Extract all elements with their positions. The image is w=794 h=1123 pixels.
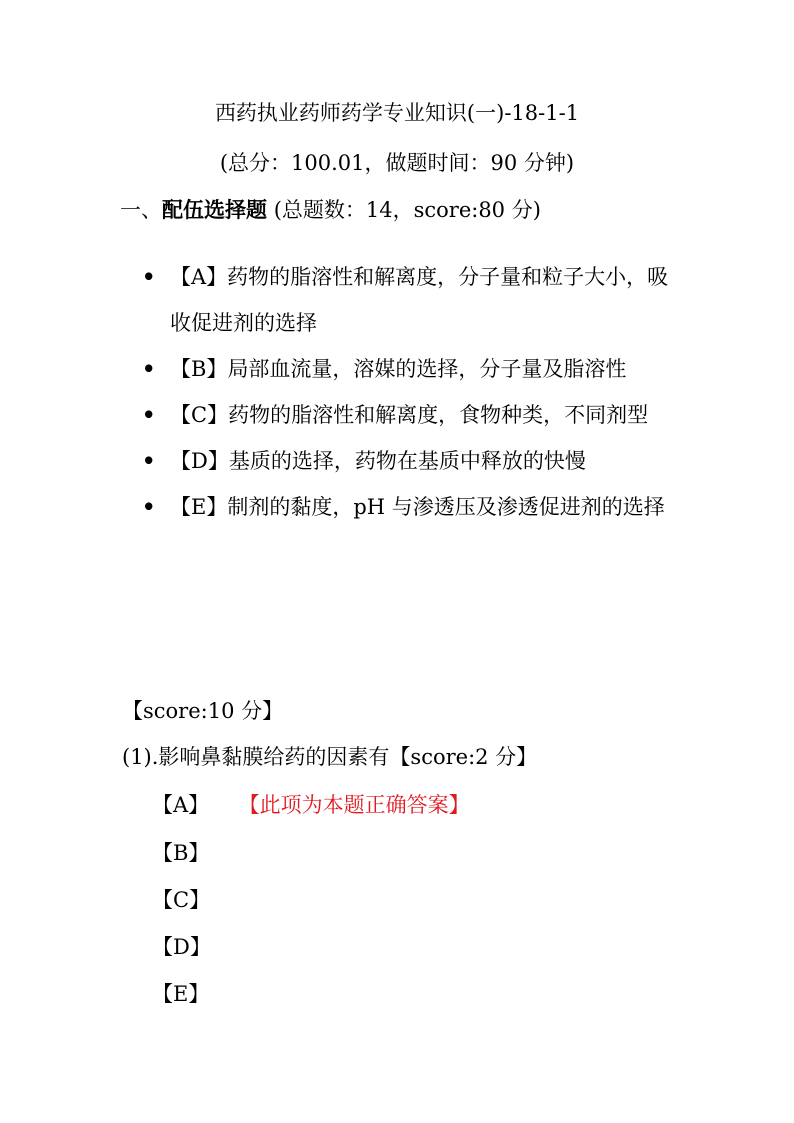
answer-label: 【E】 (152, 982, 210, 1006)
bullet-icon: • (142, 356, 156, 381)
document-title: 西药执业药师药学专业知识(一)-18-1-1 (214, 101, 580, 125)
bullet-icon: • (142, 494, 156, 519)
option-label: 【C】 (170, 403, 229, 427)
option-text: 药物的脂溶性和解离度，分子量和粒子大小，吸收促进剂的选择 (170, 265, 669, 335)
bullet-icon: • (142, 448, 156, 473)
option-item (140, 346, 680, 392)
answer-option (152, 837, 209, 867)
section-name: 配伍选择题 (162, 197, 267, 222)
answer-option (152, 978, 209, 1008)
answer-label: 【B】 (152, 841, 210, 865)
option-text: 基质的选择，药物在基质中释放的快慢 (228, 449, 586, 473)
answer-option (152, 931, 211, 961)
answer-label: 【D】 (152, 935, 211, 959)
answer-option (152, 884, 210, 914)
option-item (140, 484, 680, 530)
bullet-icon: • (142, 264, 156, 289)
section-number: 一、 (120, 198, 162, 222)
option-label: 【A】 (170, 265, 228, 289)
section-info: (总题数：14，score:80 分) (273, 198, 541, 222)
option-label: 【B】 (170, 357, 228, 381)
option-label: 【D】 (170, 449, 229, 473)
answer-option (152, 789, 470, 819)
option-text: 药物的脂溶性和解离度，食物种类，不同剂型 (228, 403, 649, 427)
option-label: 【E】 (170, 495, 228, 519)
option-item (140, 254, 680, 346)
answer-label: 【C】 (152, 888, 211, 912)
option-item (140, 438, 680, 484)
option-text: 局部血流量，溶媒的选择，分子量及脂溶性 (227, 357, 627, 381)
correct-answer-note: 【此项为本题正确答案】 (249, 793, 470, 817)
option-item (140, 392, 680, 438)
bullet-icon: • (142, 402, 156, 427)
document-subtitle: (总分：100.01，做题时间：90 分钟) (219, 151, 575, 175)
question-text: (1).影响鼻黏膜给药的因素有【score:2 分】 (122, 745, 538, 769)
group-score: 【score:10 分】 (122, 699, 284, 723)
option-text: 制剂的黏度，pH 与渗透压及渗透促进剂的选择 (227, 495, 665, 519)
option-list (140, 254, 680, 530)
section-heading (120, 194, 541, 224)
answer-label: 【A】 (152, 793, 210, 817)
